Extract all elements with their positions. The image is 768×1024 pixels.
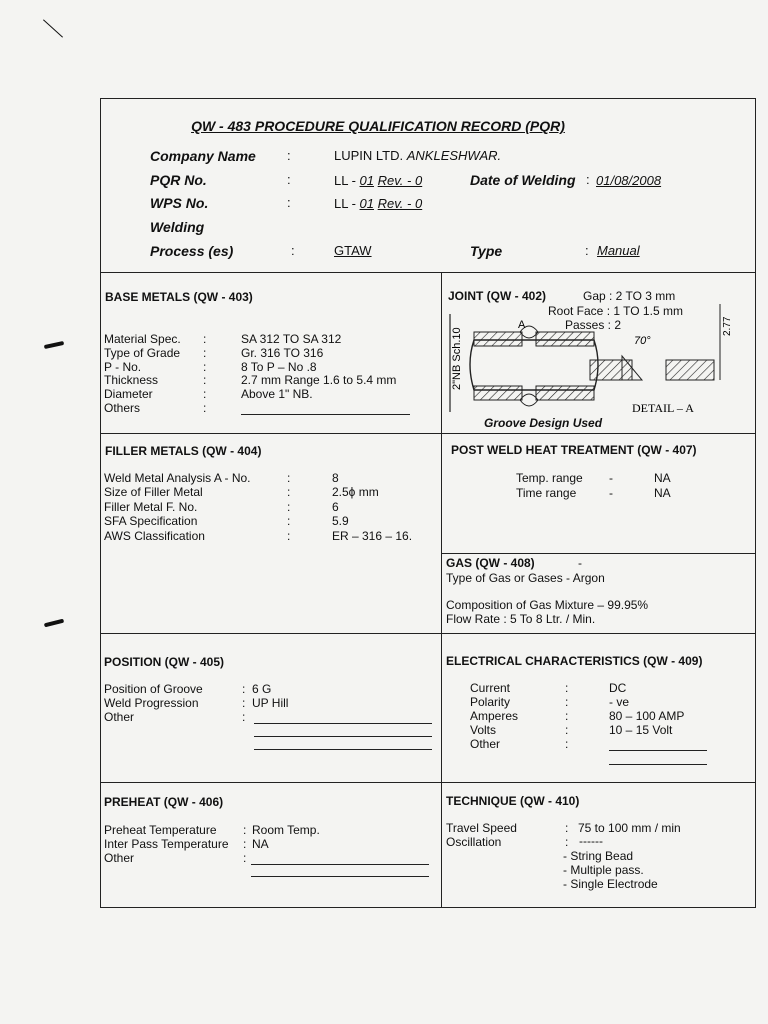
row-label: Other <box>104 710 135 724</box>
process-label: Process (es) <box>150 243 234 259</box>
row-value: 2.7 mm Range 1.6 to 5.4 mm <box>241 373 397 388</box>
row-value: DC <box>609 681 627 695</box>
joint-root-face: Root Face : 1 TO 1.5 mm <box>548 304 683 318</box>
row-separator: : <box>565 681 569 695</box>
row-separator: : <box>203 332 207 346</box>
groove-design-caption: Groove Design Used <box>484 416 603 430</box>
company-sep: : <box>287 148 291 163</box>
position-title: POSITION (QW - 405) <box>104 655 225 669</box>
row-value: Above 1" NB. <box>241 387 313 402</box>
row-separator: : <box>203 401 207 415</box>
row-label: Weld Metal Analysis A - No. <box>104 471 251 485</box>
pipe-size-label: 2"NB Sch.10 <box>451 327 463 390</box>
date-label: Date of Welding <box>470 172 576 188</box>
row-value: NA <box>252 837 269 851</box>
gas-type: Type of Gas or Gases - Argon <box>446 571 605 585</box>
row-separator: : <box>243 851 247 865</box>
type-label: Type <box>470 243 503 259</box>
row-separator: : <box>565 723 569 737</box>
header-divider <box>100 272 756 273</box>
row-divider-1 <box>100 433 756 434</box>
pqr-label: PQR No. <box>150 172 207 188</box>
row-separator: : <box>203 359 207 374</box>
row-separator: : <box>565 695 569 709</box>
pqr-sep: : <box>287 172 291 187</box>
electrical-title: ELECTRICAL CHARACTERISTICS (QW - 409) <box>446 654 703 668</box>
row-label: Other <box>470 737 501 751</box>
thickness-label: 2.77 <box>722 316 733 336</box>
travel-speed-value: 75 to 100 mm / min <box>578 821 681 835</box>
row-separator: : <box>242 696 246 710</box>
travel-speed-label: Travel Speed <box>446 821 517 835</box>
blank-entry-line <box>241 414 410 415</box>
date-value: 01/08/2008 <box>596 173 662 188</box>
row-value: NA <box>654 471 671 485</box>
process-value: GTAW <box>334 243 372 258</box>
groove-design-sketch <box>444 300 734 422</box>
row-label: Inter Pass Temperature <box>104 837 229 851</box>
gas-divider <box>441 553 756 554</box>
row-label: Material Spec. <box>104 332 181 346</box>
position-other-line <box>254 736 432 737</box>
detail-point-label: A <box>518 319 526 331</box>
scan-mark <box>44 341 64 349</box>
position-other-line <box>254 749 432 750</box>
row-value: 10 – 15 Volt <box>609 723 673 737</box>
travel-speed-sep: : <box>565 821 569 835</box>
wps-value: LL - 01 Rev. - 0 <box>334 196 423 211</box>
gas-title: GAS (QW - 408) <box>446 556 535 570</box>
row-label: Temp. range <box>516 471 583 485</box>
wps-label: WPS No. <box>150 195 209 211</box>
oscillation-label: Oscillation <box>446 835 502 849</box>
row-value: 8 To P – No .8 <box>241 359 317 374</box>
row-value: Room Temp. <box>252 823 320 837</box>
company-label: Company Name <box>150 148 256 164</box>
electrical-other-line <box>609 764 707 765</box>
oscillation-sep: : <box>565 835 569 849</box>
row-divider-3 <box>100 782 756 783</box>
row-label: Polarity <box>470 695 511 709</box>
row-separator: : <box>287 485 291 500</box>
row-value: 5.9 <box>332 514 349 529</box>
gas-composition: Composition of Gas Mixture – 99.95% <box>446 598 649 612</box>
blank-entry-line <box>254 723 432 724</box>
row-label: Current <box>470 681 511 695</box>
gas-flow-rate: Flow Rate : 5 To 8 Ltr. / Min. <box>446 612 596 626</box>
row-separator: - <box>609 486 613 500</box>
row-label: Preheat Temperature <box>104 823 217 837</box>
row-value: 6 G <box>252 682 272 696</box>
preheat-title: PREHEAT (QW - 406) <box>104 795 224 809</box>
row-separator: : <box>203 373 207 388</box>
column-divider <box>441 272 442 908</box>
row-separator: : <box>565 737 569 751</box>
row-separator: : <box>242 682 246 696</box>
row-value: - ve <box>609 695 630 709</box>
row-separator: : <box>287 471 291 485</box>
row-separator: : <box>203 345 207 360</box>
row-separator: : <box>287 514 291 529</box>
scan-mark <box>44 619 64 628</box>
type-sep: : <box>585 243 589 258</box>
row-separator: : <box>242 710 246 724</box>
row-value: 80 – 100 AMP <box>609 709 685 723</box>
blank-entry-line <box>609 750 707 751</box>
row-separator: : <box>243 823 247 837</box>
type-value: Manual <box>597 243 640 258</box>
detail-label: DETAIL – A <box>632 401 694 415</box>
row-label: Diameter <box>104 387 153 402</box>
technique-item: - Single Electrode <box>563 877 658 891</box>
row-label: AWS Classification <box>104 528 205 543</box>
scan-mark <box>43 19 63 37</box>
row-label: Filler Metal F. No. <box>104 499 198 514</box>
row-separator: : <box>565 709 569 723</box>
row-separator: - <box>609 471 613 485</box>
row-value: SA 312 TO SA 312 <box>241 332 342 346</box>
joint-title: JOINT (QW - 402) <box>448 289 547 303</box>
row-separator: : <box>203 387 207 402</box>
blank-entry-line <box>251 864 429 865</box>
row-label: Amperes <box>470 709 519 723</box>
oscillation-value: ------ <box>579 834 603 848</box>
row-separator: : <box>287 528 291 543</box>
row-label: P - No. <box>104 359 142 374</box>
technique-item: - Multiple pass. <box>563 863 644 877</box>
row-label: Time range <box>516 486 577 500</box>
row-value: NA <box>654 486 671 500</box>
row-divider-2 <box>100 633 756 634</box>
joint-gap: Gap : 2 TO 3 mm <box>583 289 676 303</box>
row-value: ER – 316 – 16. <box>332 528 413 543</box>
technique-item: - String Bead <box>563 849 634 863</box>
row-label: Other <box>104 851 135 865</box>
row-value: UP Hill <box>252 696 289 710</box>
pqr-value: LL - 01 Rev. - 0 <box>334 173 423 188</box>
row-label: SFA Specification <box>104 514 198 529</box>
row-label: Type of Grade <box>104 345 181 360</box>
row-label: Thickness <box>104 373 159 388</box>
row-label: Others <box>104 401 141 415</box>
wps-sep: : <box>287 195 291 210</box>
preheat-other-line <box>251 876 429 877</box>
row-separator: : <box>243 837 247 851</box>
date-sep: : <box>586 172 590 187</box>
row-value: 2.5ϕ mm <box>332 485 379 500</box>
row-separator: : <box>287 499 291 514</box>
pwht-title: POST WELD HEAT TREATMENT (QW - 407) <box>451 443 697 457</box>
row-value: 8 <box>332 471 339 485</box>
row-value: 6 <box>332 499 339 514</box>
page-title: QW - 483 PROCEDURE QUALIFICATION RECORD (PQR) <box>191 118 565 134</box>
filler-metals-title: FILLER METALS (QW - 404) <box>105 444 262 458</box>
company-value: LUPIN LTD. ANKLESHWAR. <box>334 148 502 163</box>
base-metals-title: BASE METALS (QW - 403) <box>105 290 253 304</box>
row-label: Size of Filler Metal <box>104 485 203 500</box>
angle-label: 70° <box>634 335 651 347</box>
row-label: Weld Progression <box>104 696 199 710</box>
joint-passes: Passes : 2 <box>565 318 622 332</box>
technique-title: TECHNIQUE (QW - 410) <box>446 794 580 808</box>
row-label: Volts <box>470 723 497 737</box>
row-label: Position of Groove <box>104 682 203 696</box>
process-sep: : <box>291 243 295 258</box>
row-value: Gr. 316 TO 316 <box>241 345 324 360</box>
gas-title-dash: - <box>578 556 582 570</box>
welding-label: Welding <box>150 219 205 235</box>
